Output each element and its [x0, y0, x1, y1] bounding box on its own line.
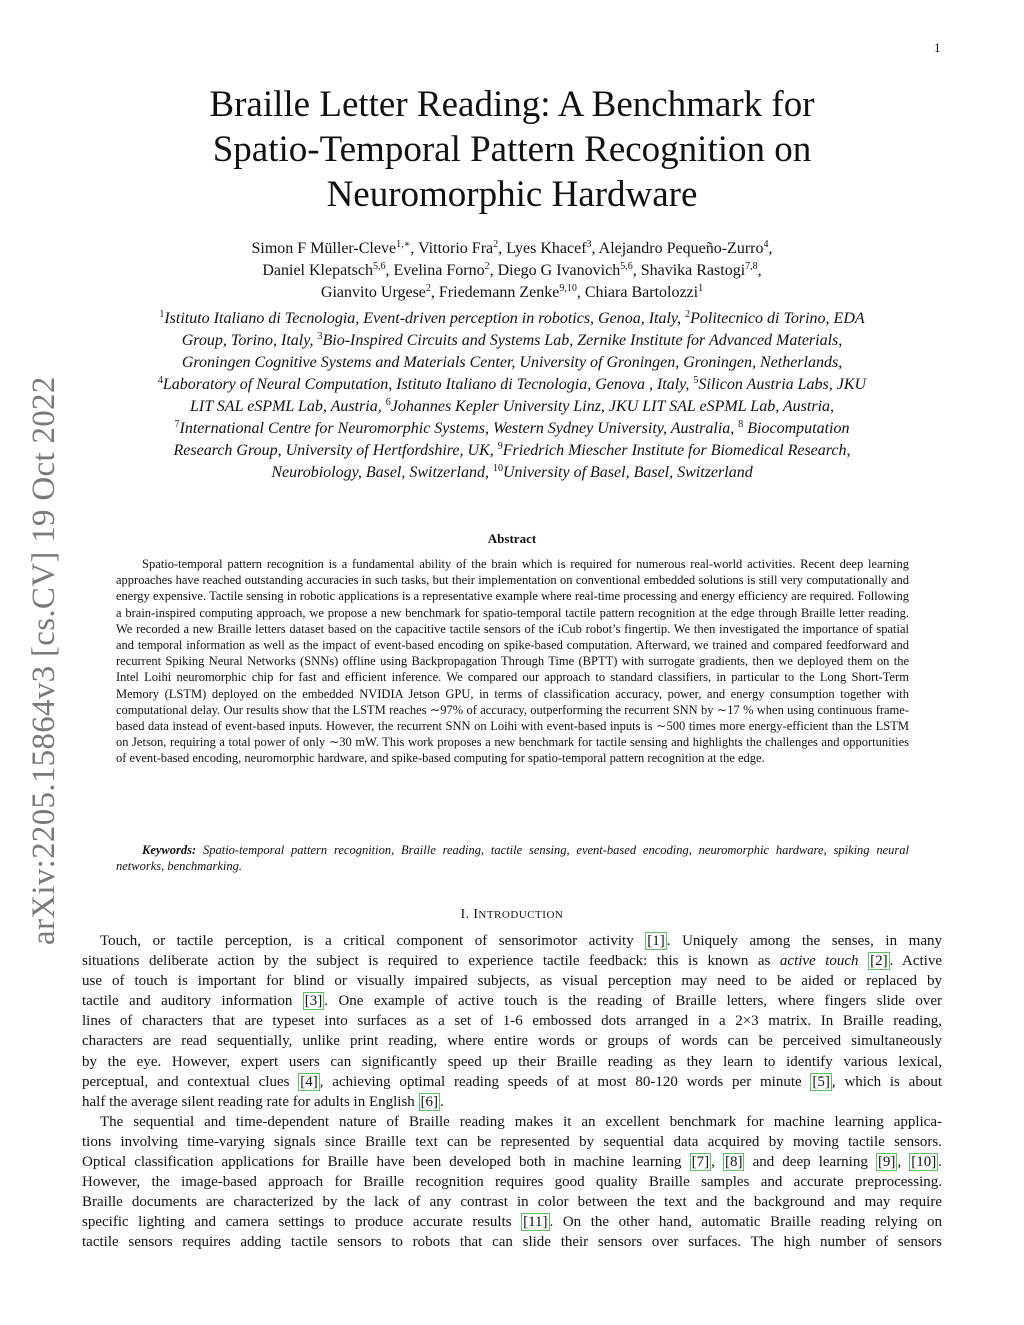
body-text: , achieving optimal reading speeds of at most 80-120 words per minute — [319, 1073, 811, 1090]
author-affiliation-mark: 2 — [484, 261, 490, 272]
author-name: , Vittorio Fra — [410, 240, 494, 257]
affiliation-list — [90, 308, 934, 484]
body-line: Braille documents are characterized by the lack of any contrast in color between the text and the background and may require — [82, 1194, 942, 1211]
author-affiliation-mark: 5,6 — [620, 261, 633, 272]
body-text: half the average silent reading rate for adults in English — [82, 1093, 419, 1110]
affiliation-line — [90, 440, 934, 462]
author-name: , Shavika Rastogi — [632, 262, 746, 279]
introduction-body — [82, 931, 942, 1253]
paper-title — [110, 82, 914, 217]
section-initial: I — [473, 906, 479, 921]
title-line: Spatio-Temporal Pattern Recognition on — [212, 129, 812, 170]
body-line: tions involving time-varying signals since Braille text can be represented by sequential data acquired by moving tactile sensors. — [82, 1133, 942, 1150]
keywords-label: Keywords: — [142, 843, 197, 857]
author-list — [110, 238, 914, 304]
affiliation-text: Istituto Italiano di Tecnologia, Event-driven perception in robotics, Genoa, Italy, — [164, 310, 686, 327]
affiliation-mark: 4 — [157, 375, 163, 386]
body-line — [82, 1212, 942, 1232]
author-line — [110, 260, 914, 282]
author-affiliation-mark: 4 — [763, 239, 769, 250]
citation-link[interactable]: [9] — [877, 1154, 896, 1171]
page-number: 1 — [934, 40, 941, 55]
body-text: . On the other hand, automatic Braille reading relying on — [549, 1214, 942, 1231]
affiliation-mark: 1 — [159, 309, 165, 320]
body-line: However, the image-based approach for Braille recognition requires good quality Braille samples and accurate preprocessing. — [82, 1174, 942, 1191]
title-line: Braille Letter Reading: A Benchmark for — [209, 84, 815, 125]
abstract-text: Spatio-temporal pattern recognition is a fundamental ability of the brain which is required for numerous real-world activities. Recent deep learning approaches have reached outstanding accuracies in such tasks, but their implementation on conventional embedded solutions is still very computationally and energy expensive. Tactile sensing in robotic applications is a representative example where real-time processing and energy efficiency are required. Following a brain-inspired computing approach, we propose a new benchmark for spatio-temporal tactile pattern recognition at the edge through Braille letter reading. We recorded a new Braille letters dataset based on the capacitive tactile sensors of the iCub robot’s fingertip. We then investigated the importance of spatial and temporal information as well as the impact of event-based encoding on spike-based computation. Afterward, we trained and compared feedforward and recurrent Spiking Neural Networks (SNNs) offline using Backpropagation Through Time (BPTT) with surrogate gradients, then we deployed them on the Intel Loihi neuromorphic chip for fast and efficient inference. We compared our approach to standard classifiers, in particular to the Long Short-Term Memory (LSTM) deployed on the embedded NVIDIA Jetson GPU, in terms of classification accuracy, power, and energy consumption together with computational delay. Our results show that the LSTM reaches ∼97% of accuracy, outperforming the recurrent SNN by ∼17 % when using continuous frame-based data instead of event-based inputs. However, the recurrent SNN on Loihi with event-based inputs is ∼500 times more energy-efficient than the LSTM on Jetson, requiring a total power of only ∼30 mW. This work proposes a new benchmark for tactile sensing and highlights the challenges and opportunities of event-based encoding, neuromorphic hardware, and spike-based computing for spatio-temporal pattern recognition at the edge. — [116, 557, 909, 766]
author-name: , Chiara Bartolozzi — [576, 284, 699, 301]
body-text: Optical classification applications for Braille have been developed both in machine learning — [82, 1154, 690, 1171]
body-text: . — [938, 1154, 943, 1171]
arxiv-identifier: arXiv:2205.15864v3 [cs.CV] 19 Oct 2022 — [26, 376, 62, 945]
citation-link[interactable]: [10] — [911, 1154, 937, 1171]
author-name: Daniel Klepatsch — [262, 262, 373, 279]
affiliation-text: University of Basel, Basel, Switzerland — [502, 464, 753, 481]
affiliation-text: Research Group, University of Hertfordshire, UK, — [173, 442, 498, 459]
body-line: characters are read sequentially, unlike print reading, where entire words or groups of words can be perceived simultaneously — [82, 1033, 942, 1050]
body-text — [859, 953, 869, 969]
affiliation-line — [90, 462, 934, 484]
affiliation-text: Friedrich Miescher Institute for Biomedical Research, — [502, 442, 851, 459]
author-name: , Friedemann Zenke — [430, 284, 560, 301]
body-text: situations deliberate action by the subject is required to experience tactile feedback: this is known as — [82, 953, 780, 970]
affiliation-text: Silicon Austria Labs, JKU — [698, 376, 867, 393]
author-name: , Lyes Khacef — [498, 240, 587, 257]
abstract-body — [116, 556, 909, 767]
body-line: tactile sensors requires adding tactile sensors to robots that can slide their sensors over surfaces. The high number of sensors — [82, 1234, 942, 1251]
citation-link[interactable]: [7] — [691, 1154, 710, 1171]
citation-link[interactable]: [5] — [812, 1073, 830, 1090]
author-affiliation-mark: 1 — [698, 283, 704, 294]
affiliation-line — [90, 352, 934, 374]
body-text: , — [897, 1154, 910, 1171]
body-line — [82, 931, 942, 951]
body-text: specific lighting and camera settings to produce accurate results — [82, 1214, 522, 1231]
body-line — [82, 1072, 942, 1092]
emphasis-text: active touch — [779, 953, 859, 970]
affiliation-mark: 3 — [317, 331, 323, 342]
body-line — [82, 951, 942, 971]
affiliation-line — [90, 330, 934, 352]
body-line — [82, 1092, 942, 1112]
affiliation-text: Bio-Inspired Circuits and Systems Lab, Zernike Institute for Advanced Materials, — [322, 332, 843, 349]
section-title-rest: NTRODUCTION — [478, 909, 564, 921]
body-text: Touch, or tactile perception, is a critical component of sensorimotor activity — [100, 933, 646, 949]
affiliation-text: Laboratory of Neural Computation, Istituto Italiano di Tecnologia, Genova , Italy, — [162, 376, 694, 393]
body-text: , which is about — [831, 1073, 942, 1090]
affiliation-text: International Centre for Neuromorphic Systems, Western Sydney University, Australia, — [179, 420, 739, 437]
body-line: lines of characters that are typeset into surfaces as a set of 1-6 embossed dots arranged in a 2×3 matrix. In Braille reading, — [82, 1013, 942, 1030]
affiliation-mark: 10 — [492, 463, 503, 474]
author-affiliation-mark: 2 — [425, 283, 431, 294]
body-text: . — [440, 1093, 444, 1110]
body-line — [82, 991, 942, 1011]
author-name: , Evelina Forno — [385, 262, 485, 279]
affiliation-line — [90, 308, 934, 330]
author-separator: , — [768, 240, 773, 257]
citation-link[interactable]: [4] — [300, 1073, 318, 1090]
affiliation-mark: 6 — [385, 397, 391, 408]
body-text: . Uniquely among the senses, in many — [666, 933, 942, 949]
section-heading-introduction — [110, 906, 914, 922]
author-affiliation-mark: 3 — [586, 239, 592, 250]
affiliation-mark: 5 — [693, 375, 699, 386]
author-name: , Diego G Ivanovich — [489, 262, 621, 279]
author-line — [110, 238, 914, 260]
citation-link[interactable]: [6] — [420, 1093, 439, 1110]
affiliation-line — [90, 418, 934, 440]
affiliation-text: Politecnico di Torino, EDA — [690, 310, 865, 327]
author-separator: , — [757, 262, 762, 279]
abstract-heading: Abstract — [487, 531, 537, 546]
author-affiliation-mark: 2 — [493, 239, 499, 250]
affiliation-text: Group, Torino, Italy, — [181, 332, 318, 349]
keywords — [116, 842, 909, 874]
affiliation-mark: 9 — [497, 441, 503, 452]
affiliation-mark: 2 — [685, 309, 691, 320]
section-numeral: I. — [460, 906, 474, 921]
body-text: , — [711, 1154, 723, 1171]
author-affiliation-mark: 1,∗ — [396, 239, 411, 250]
body-line — [82, 1152, 942, 1172]
body-line: by the eye. However, expert users can significantly speed up their Braille reading as they learn to identify various lexical, — [82, 1053, 942, 1070]
body-line: The sequential and time-dependent nature of Braille reading makes it an excellent benchmark for machine learning applica- — [100, 1113, 942, 1130]
author-name: , Alejandro Pequeño-Zurro — [591, 240, 764, 257]
body-line: use of touch is important for blind or visually impaired subjects, as visual perception may need to be aided or replaced by — [82, 973, 942, 990]
affiliation-text: Biocomputation — [743, 420, 850, 437]
affiliation-text: LIT SAL eSPML Lab, Austria, — [189, 398, 386, 415]
citation-link[interactable]: [8] — [724, 1154, 743, 1171]
body-text: . One example of active touch is the reading of Braille letters, where fingers slide over — [324, 993, 943, 1010]
affiliation-line — [90, 374, 934, 396]
keywords-text: Spatio-temporal pattern recognition, Braille reading, tactile sensing, event-based encoding, neuromorphic hardware, spiking neural networks, benchmarking. — [116, 843, 909, 874]
body-text: and deep learning — [744, 1154, 876, 1171]
affiliation-mark: 8 — [738, 419, 744, 430]
author-affiliation-mark: 5,6 — [372, 261, 386, 272]
citation-link[interactable]: [2] — [870, 953, 888, 970]
author-name: Simon F Müller-Cleve — [251, 240, 397, 257]
author-name: Gianvito Urgese — [320, 284, 426, 301]
affiliation-line — [90, 396, 934, 418]
citation-link[interactable]: [1] — [647, 933, 665, 949]
affiliation-text: Johannes Kepler University Linz, JKU LIT SAL eSPML Lab, Austria, — [390, 398, 835, 415]
author-affiliation-mark: 9,10 — [559, 283, 577, 294]
author-line — [110, 282, 914, 304]
affiliation-mark: 7 — [174, 419, 180, 430]
title-line: Neuromorphic Hardware — [326, 174, 698, 215]
citation-link[interactable]: [3] — [304, 993, 323, 1010]
affiliation-text: Groningen Cognitive Systems and Materials Center, University of Groningen, Groningen, Netherlands, — [181, 354, 843, 371]
body-text: perceptual, and contextual clues — [82, 1073, 299, 1090]
body-text: . Active — [889, 953, 943, 970]
author-affiliation-mark: 7,8 — [745, 261, 758, 272]
citation-link[interactable]: [11] — [523, 1214, 548, 1231]
body-text: tactile and auditory information — [82, 993, 303, 1010]
affiliation-text: Neurobiology, Basel, Switzerland, — [271, 464, 493, 481]
